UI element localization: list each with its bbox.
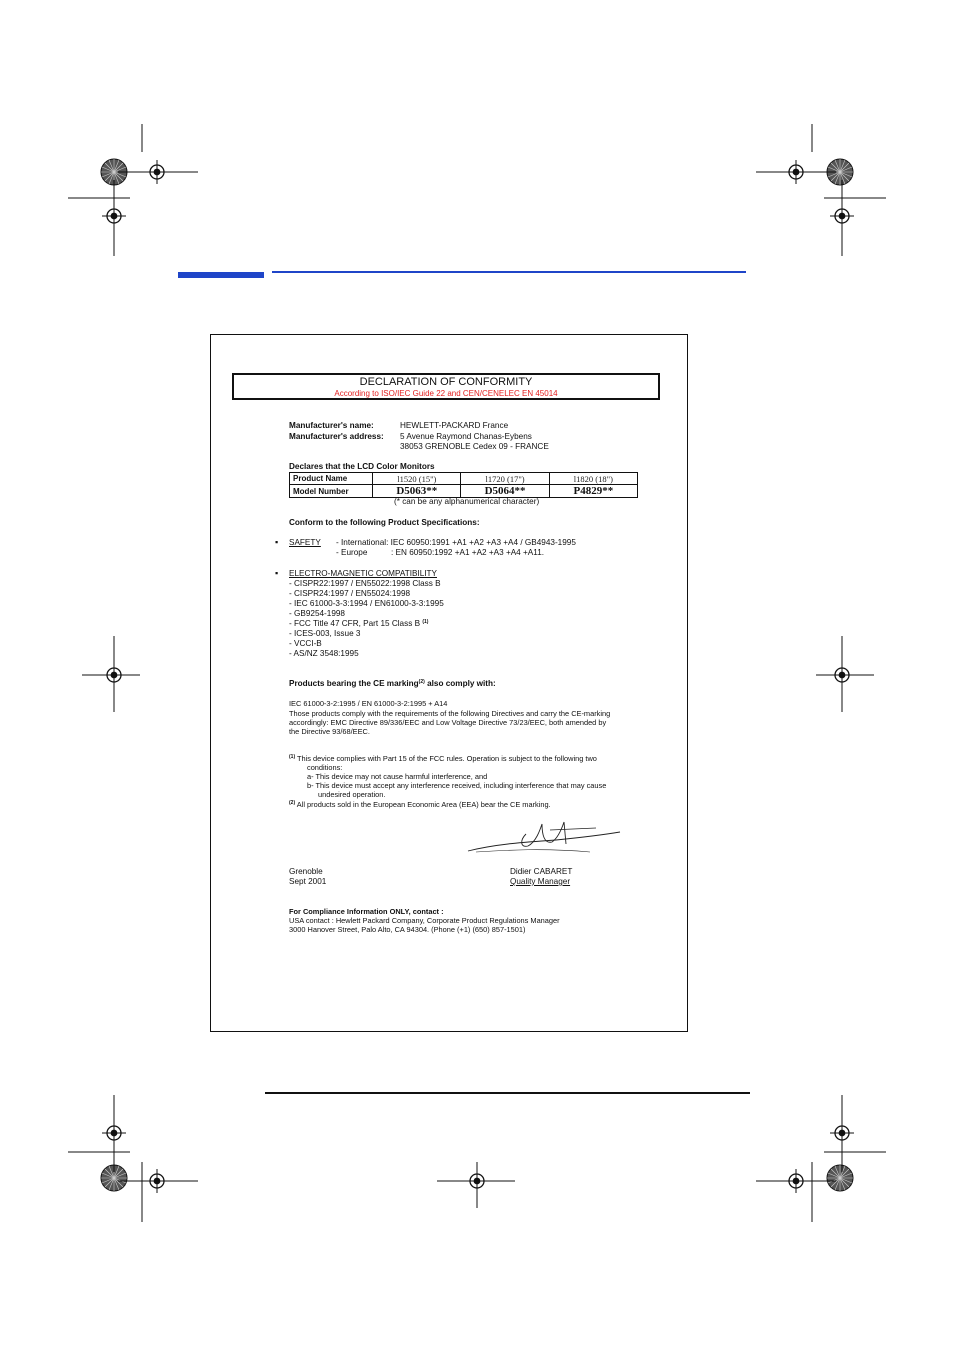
emc-label: ELECTRO-MAGNETIC COMPATIBILITY — [289, 569, 437, 578]
declaration-subtitle: According to ISO/IEC Guide 22 and CEN/CENELEC EN 45014 — [334, 389, 558, 398]
model-table — [289, 472, 638, 498]
manufacturer-address-line1: 5 Avenue Raymond Chanas-Eybens — [400, 432, 532, 441]
footnote-ref: (2) — [418, 679, 425, 685]
footnote-1-line: conditions: — [307, 763, 343, 772]
emc-item: - AS/NZ 3548:1995 — [289, 649, 359, 658]
emc-item: - CISPR24:1997 / EN55024:1998 — [289, 589, 411, 598]
safety-europe: : EN 60950:1992 +A1 +A2 +A3 +A4 +A11. — [391, 548, 545, 557]
ce-heading — [289, 679, 496, 689]
model-number-cell: D5063** — [373, 485, 461, 498]
footnote-1-line: undesired operation. — [318, 790, 386, 799]
emc-item: - VCCI-B — [289, 639, 322, 648]
declaration-header — [232, 373, 660, 400]
signature-date: Sept 2001 — [289, 877, 327, 886]
safety-international: - International: IEC 60950:1991 +A1 +A2 +A3 +A4 / GB4943-1995 — [336, 538, 576, 547]
footnote-1 — [289, 754, 597, 763]
footer-rule — [265, 1092, 750, 1094]
table-row — [290, 485, 638, 498]
model-note: (* can be any alphanumerical character) — [394, 497, 540, 506]
footnote-1-text: This device complies with Part 15 of the FCC rules. Operation is subject to the following two — [295, 754, 597, 763]
ce-paragraph: Those products comply with the requirements of the following Directives and carry the CE-marking — [289, 709, 611, 718]
ce-heading-text-end: also comply with: — [424, 679, 496, 688]
footnote-1-line: b- This device must accept any interference received, including interference that may cause — [307, 781, 607, 790]
emc-item: - GB9254-1998 — [289, 609, 345, 618]
product-name-cell: l1820 (18") — [549, 473, 637, 485]
manufacturer-address-line2: 38053 GRENOBLE Cedex 09 - FRANCE — [400, 442, 549, 451]
conform-heading: Conform to the following Product Specifications: — [289, 518, 480, 527]
signature-graphic — [466, 818, 626, 858]
ce-standard: IEC 61000-3-2:1995 / EN 61000-3-2:1995 + A14 — [289, 699, 448, 708]
footnote-2-text: All products sold in the European Economic Area (EEA) bear the CE marking. — [295, 800, 551, 809]
contact-line: 3000 Hanover Street, Palo Alto, CA 94304. (Phone (+1) (650) 857-1501) — [289, 925, 526, 934]
manufacturer-name: HEWLETT-PACKARD France — [400, 421, 509, 430]
signatory-title: Quality Manager — [510, 877, 571, 886]
safety-label: SAFETY — [289, 538, 321, 547]
ce-paragraph: the Directive 93/68/EEC. — [289, 727, 370, 736]
model-number-label: Model Number — [290, 485, 373, 498]
footnote-ref: (1) — [422, 619, 429, 625]
footnote-marker: (1) — [289, 754, 296, 760]
product-name-label: Product Name — [290, 473, 373, 485]
contact-line: USA contact : Hewlett Packard Company, Corporate Product Regulations Manager — [289, 916, 560, 925]
emc-item: - CISPR22:1997 / EN55022:1998 Class B — [289, 579, 441, 588]
header-accent-bar — [178, 272, 264, 278]
model-number-cell: D5064** — [461, 485, 549, 498]
manufacturer-address-label: Manufacturer's address: — [289, 432, 384, 441]
emc-item: - IEC 61000-3-3:1994 / EN61000-3-3:1995 — [289, 599, 444, 608]
manufacturer-name-label: Manufacturer's name: — [289, 421, 374, 430]
declares-text: Declares that the LCD Color Monitors — [289, 462, 435, 471]
bullet-safety: ▪ — [275, 537, 279, 547]
emc-item: - ICES-003, Issue 3 — [289, 629, 361, 638]
header-rule — [272, 271, 746, 273]
emc-item: - FCC Title 47 CFR, Part 15 Class B — [289, 619, 421, 628]
declaration-title: DECLARATION OF CONFORMITY — [359, 376, 533, 388]
ce-paragraph: accordingly: EMC Directive 89/336/EEC and Low Voltage Directive 73/23/EEC, both amended by — [289, 718, 607, 727]
signature-city: Grenoble — [289, 867, 323, 876]
emc-item-fcc — [289, 619, 428, 629]
registration-star-icon — [827, 1165, 853, 1191]
contact-heading: For Compliance Information ONLY, contact : — [289, 907, 444, 916]
footnote-2 — [289, 800, 551, 809]
footnote-1-line: a- This device may not cause harmful interference, and — [307, 772, 488, 781]
bullet-emc: ▪ — [275, 568, 279, 578]
footnote-marker: (2) — [289, 800, 296, 806]
product-name-cell: l1720 (17") — [461, 473, 549, 485]
safety-europe-label: - Europe — [336, 548, 368, 557]
model-number-cell: P4829** — [549, 485, 637, 498]
product-name-cell: l1520 (15") — [373, 473, 461, 485]
ce-heading-text: Products bearing the CE marking — [289, 679, 419, 688]
table-row — [290, 473, 638, 485]
signatory-name: Didier CABARET — [510, 867, 573, 876]
